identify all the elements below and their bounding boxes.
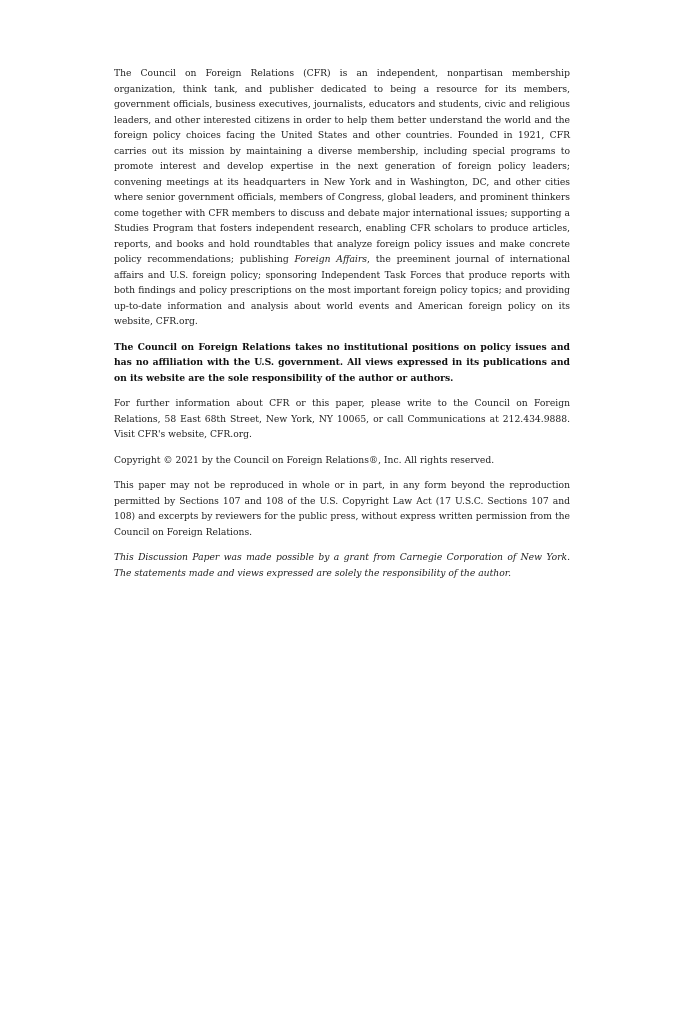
contact-paragraph: For further information about CFR or this paper, please write to the Council on Foreign Relations, 58 East 68th Street, New York, NY 10065, or call Communications at 212.434.9888. Visit CFR's website, CFR.org. [114, 398, 570, 440]
mission-text-part1: The Council on Foreign Relations (CFR) is an independent, nonpartisan membership organization, think tank, and publisher dedicated to being a resource for its members, government officials, business executives, journalists, educators and students, civic and religious leaders, and other interested citizens in order to help them better understand the world and the foreign policy choices facing the United States and other countries. Founded in 1921, CFR carries out its mission by maintaining a diverse membership, including special programs to promote interest and develop expertise in the next generation of foreign policy leaders; convening meetings at its headquarters in New York and in Washington, DC, and other cities where senior government officials, members of Congress, global leaders, and prominent thinkers come together with CFR members to discuss and debate major international issues; supporting a Studies Program that fosters independent research, enabling CFR scholars to produce articles, reports, and books and hold roundtables that analyze foreign policy issues and make concrete policy recommendations; publishing [114, 68, 570, 265]
grant-note: This Discussion Paper was made possible by a grant from Carnegie Corporation of New York. The statements made and views expressed are solely the responsibility of the author. [114, 552, 570, 579]
copyright-page [114, 66, 570, 591]
journal-title: Foreign Affairs [294, 254, 367, 265]
disclaimer-paragraph: The Council on Foreign Relations takes no institutional positions on policy issues and has no affiliation with the U.S. government. All views expressed in its publications and on its website are the sole responsibility of the author or authors. [114, 341, 570, 384]
mission-paragraph [114, 66, 570, 330]
reproduction-notice: This paper may not be reproduced in whole or in part, in any form beyond the reproduction permitted by Sections 107 and 108 of the U.S. Copyright Law Act (17 U.S.C. Sections 107 and 108) and excerpts by reviewers for the public press, without express written permission from the Council on Foreign Relations. [114, 480, 570, 538]
mission-text-part2: , the preeminent journal of international affairs and U.S. foreign policy; sponsoring Independent Task Forces that produce reports with both findings and policy prescriptions on the most important foreign policy topics; and providing up-to-date information and analysis about world events and American foreign policy on its website, CFR.org. [114, 254, 570, 327]
copyright-notice: Copyright © 2021 by the Council on Foreign Relations®, Inc. All rights reserved. [114, 454, 495, 466]
